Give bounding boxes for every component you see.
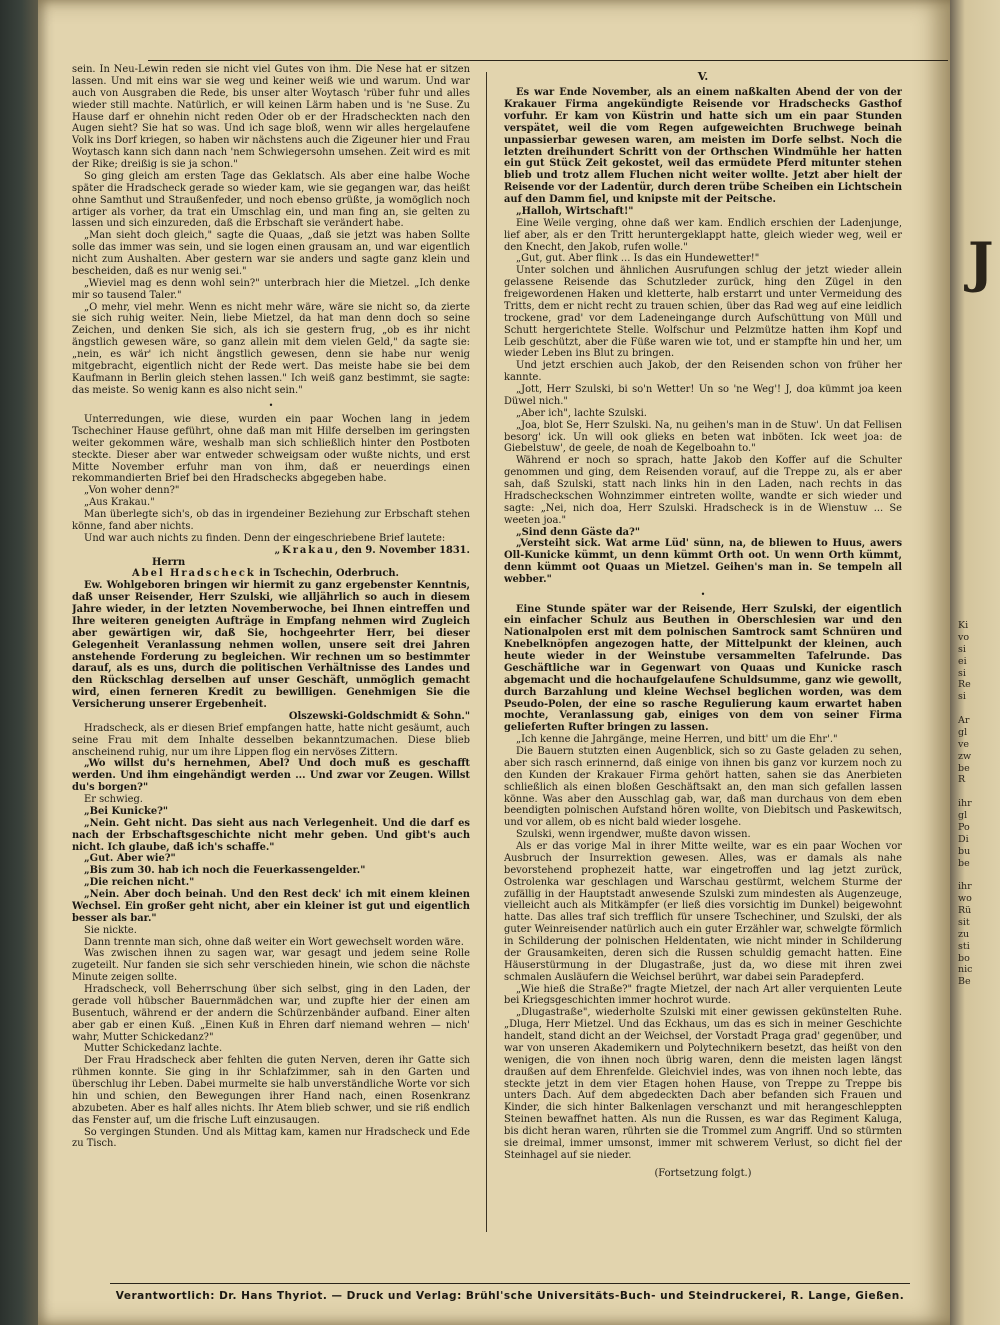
next-page-fragments: Ki vo si ei si Re si Ar gl ve zw be R ihr gl Po Di bu be ihr wo Rü sit zu sti bo nic Be [958, 620, 973, 988]
left-column [72, 64, 470, 1234]
paragraph: „Nein. Geht nicht. Das sieht aus nach Verlegenheit. Und die darf es nach der Erbschaftsgeschichte nicht mehr geben. Und gibt's auch nicht. Ich glaube, daß ich's schaffe." [72, 817, 470, 853]
paragraph: „Man sieht doch gleich," sagte die Quaas, „daß sie jetzt was haben Sollte solle das immer was sein, und sie logen einen grausam an, und war eigentlich nicht zum Aushalten. Aber gestern war sie anders und sagte ganz klein und bescheiden, daß es nur wenig sei." [72, 230, 470, 277]
continuation-note: (Fortsetzung folgt.) [654, 1167, 752, 1179]
letter-body: Ew. Wohlgeboren bringen wir hiermit zu ganz ergebenster Kenntnis, daß unser Reisender, Herr Szulski, wie alljährlich so auch in diesem Jahre wieder, in der letzten Novemberwoche, bei Ihnen eintreffen und Ihre weiteren geneigten Aufträge in Empfang nehmen wird Zugleich aber gewärtigen wir, daß Sie, hochgeehrter Herr, bei dieser Gelegenheit Veranlassung nehmen wollen, unsere seit drei Jahren anstehende Forderung zu begleichen. Wir rechnen um so bestimmter darauf, als es uns, durch die politischen Verhältnisse des Landes und den Rückschlag derselben auf unser Geschäft, unmöglich gemacht wird, einen ferneren Kredit zu bewilligen. Genehmigen Sie die Versicherung unserer Ergebenheit. [72, 580, 470, 711]
section-separator: • [700, 589, 706, 599]
paragraph: „Halloh, Wirtschaft!" [516, 205, 634, 217]
paragraph: Als er das vorige Mal in ihrer Mitte weilte, war es ein paar Wochen vor Ausbruch der Insurrektion gewesen. Alles, was er damals als nahe bevorstehend prophezeit hatte, war eingetroffen und lag jetzt zurück, Ostrolenka war geschlagen und Warschau gestürmt, welchem Sturme der zufällig in der Hauptstadt anwesende Szulski zum mindesten als Augenzeuge, vielleicht auch als Mitkämpfer (er ließ dies vorsichtig im Dunkel) beigewohnt hatte. Das alles traf sich trefflich für unsere Tschechiner, und Szulski, der als guter Weinreisender natürlich auch ein guter Erzähler war, schwelgte förmlich in Schilderung der polnischen Heldentaten, wie nicht minder in Schilderung der Grausamkeiten, deren sich die Russen schuldig gemacht hatten. Eine Häuserstürmung in der Dlugastraße, just da, wo diese mit ihren zwei schmalen Ausläufern die Weichsel berührt, war dabei sein Paradepferd. [504, 841, 902, 983]
letter-salutation: Herrn [152, 556, 186, 568]
paragraph: „Aber ich", lachte Szulski. [516, 407, 647, 419]
paragraph: „Bei Kunicke?" [84, 805, 169, 817]
paragraph: Er schwieg. [84, 794, 143, 806]
letter-addressee-name: Abel Hradscheck [132, 568, 256, 580]
paragraph: „Von woher denn?" [84, 485, 180, 497]
paragraph: „Sind denn Gäste da?" [516, 526, 640, 538]
paragraph: „Dlugastraße", wiederholte Szulski mit einer gewissen gekünstelten Ruhe. „Dluga, Herr Mietzel. Und das Eckhaus, um das es sich in meiner Geschichte handelt, stand dicht an der Weichsel, der Vorstadt Praga grad' gegenüber, und war von unseren Akademikern und Polytechnikern besetzt, das heißt von den wenigen, die von ihnen noch übrig waren, denn die meisten lagen längst draußen auf dem Ehrenfelde. Gleichviel indes, was von ihnen noch lebte, das steckte jetzt in dem vier Etagen hohen Hause, von Treppe zu Treppe bis unters Dach. Auf dem abgedeckten Dach aber befanden sich Frauen und Kinder, die sich hinter Balkenlagen verschanzt und mit herangeschleppten Steinen bewaffnet hatten. Als nun die Russen, es war das Regiment Kaluga, bis dicht heran waren, rührten sie die Trommel zum Angriff. Und so stürmten sie dreimal, immer umsonst, immer mit schwerem Verlust, so dicht fiel der Steinhagel auf sie nieder. [504, 1007, 902, 1161]
section-separator: • [268, 400, 274, 410]
paragraph: „Bis zum 30. hab ich noch die Feuerkassengelder." [84, 865, 366, 877]
paragraph: Während er noch so sprach, hatte Jakob den Koffer auf die Schulter genommen und ging, dem Reisenden vorauf, auf die Treppe zu, als er aber sah, daß Szulski, statt nach links hin in den Laden, nach rechts in das Hradscheckschen Wohnzimmer eintreten wollte, wandte er sich wieder und sagte: „Nei, nich doa, Herr Szulski. Hradscheck is in de Wienstuw ... Se weeten joa." [504, 455, 902, 526]
paragraph: „Versteiht sick. Wat arme Lüd' sünn, na, de bliewen to Huus, awers Oll-Kunicke kümmt, un denn kümmt Orth oot. Un wenn Orth kümmt, denn kümmt oot Quaas un Mietzel. Geihen's man in. Se tempeln all webber." [504, 538, 902, 586]
imprint-footer: Verantwortlich: Dr. Hans Thyriot. — Druck und Verlag: Brühl'sche Universitäts-Buch- und Steindruckerei, R. Lange, Gießen. [115, 1290, 905, 1302]
letter-addressee-place: in Tschechin, Oderbruch. [255, 568, 399, 580]
section-numeral: V. [697, 70, 709, 83]
letter-addressee [72, 568, 470, 580]
paragraph: „Jott, Herr Szulski, bi so'n Wetter! Un so 'ne Weg'! J, doa kümmt joa keen Düwel nich." [504, 384, 902, 407]
paragraph: Mutter Schickedanz lachte. [84, 1043, 223, 1055]
column-divider [486, 72, 487, 1232]
bottom-rule [110, 1283, 910, 1284]
paragraph: Und war auch nichts zu finden. Denn der eingeschriebene Brief lautete: [84, 532, 446, 544]
paragraph: „Gut. Aber wie?" [84, 853, 176, 865]
paragraph: Unter solchen und ähnlichen Ausrufungen schlug der jetzt wieder allein gelassene Reisende das Schutzleder zurück, hing den Zügel in den freigewordenen Haken und kletterte, halb erstarrt und unter Vermeidung des Tritts, dem er nicht recht zu trauen schien, über das Rad weg auf eine leidlich trockene, grad' vor dem Ladeneingange durch Aufschüttung von Müll und Schutt hergerichtete Stelle. Wolfschur und Pelzmütze hatten ihm Kopf und Leib geschützt, aber die Füße waren wie tot, und er stampfte hin und her, um wieder Leben ins Blut zu bringen. [504, 265, 902, 360]
letter-date-rest: , den 9. November 1831. [334, 544, 470, 556]
paragraph: „Wieviel mag es denn wohl sein?" unterbrach hier die Mietzel. „Ich denke mir so tausend Taler." [72, 277, 470, 301]
paragraph: „Gut, gut. Aber flink ... Is das ein Hundewetter!" [516, 253, 760, 265]
paragraph: „Wie hieß die Straße?" fragte Mietzel, der nach Art aller verquienten Leute bei Kriegsgeschichten immer hochrot wurde. [504, 983, 902, 1007]
paragraph: Dann trennte man sich, ohne daß weiter ein Wort gewechselt worden wäre. [84, 936, 464, 948]
next-page-initial: J [968, 230, 994, 294]
paragraph: Es war Ende November, als an einem naßkalten Abend der von der Krakauer Firma angekündigte Reisende vor Hradschecks Gasthof vorfuhr. Er kam von Küstrin und hatte sich um ein paar Stunden verspätet, weil die vom Regen aufgeweichten Bruchwege beinah unpassierbar gewesen waren, am meisten im Dorfe selbst. Noch die letzten dreihundert Schritt von der Orthschen Windmühle her hatten ein gut Stück Zeit gekostet, weil das ermüdete Pferd mitunter stehen blieb und trotz allem Fluchen nicht weiter wollte. Jetzt aber hielt der Reisende vor der Ladentür, durch deren trübe Scheiben ein Lichtschein auf den Damm fiel, und knipste mit der Peitsche. [504, 87, 902, 206]
paragraph: Hradscheck, als er diesen Brief empfangen hatte, hatte nicht gesäumt, auch seine Frau mit dem Inhalte desselben bekanntzumachen. Diese blieb anscheinend ruhig, nur um ihre Lippen flog ein nervöses Zittern. [72, 722, 470, 758]
paragraph: Hradscheck, voll Beherrschung über sich selbst, ging in den Laden, der gerade voll hübscher Bauernmädchen war, und zupfte hier der einen am Busentuch, während er der andern die Schürzenbänder aufband. Einer alten aber gab er einen Kuß. „Einen Kuß in Ehren darf niemand wehren — nich' wahr, Mutter Schickedanz?" [72, 984, 470, 1043]
paragraph: Der Frau Hradscheck aber fehlten die guten Nerven, deren ihr Gatte sich rühmen konnte. Sie ging in ihr Schlafzimmer, sah in den Garten und überschlug ihr Leben. Dabei murmelte sie halb unverständliche Worte vor sich hin und schien, den Bewegungen ihrer Hand nach, einen Rosenkranz abzubeten. Aber es half alles nichts. Ihr Atem blieb schwer, und sie riß endlich das Fenster auf, um die frische Luft einzusaugen. [72, 1055, 470, 1126]
paragraph: „O mehr, viel mehr. Wenn es nicht mehr wäre, wäre sie nicht so, da zierte sie sich ruhig weiter. Nein, liebe Mietzel, da hat man denn doch so seine Zeichen, und denken Sie sich, als ich sie gestern frug, „ob es ihr nicht ängstlich gewesen wäre, so ganz allein mit dem vielen Geld," da sagte sie: „nein, es wär' ich nicht ängstlich gewesen, denn sie habe nur wenig mitgebracht, eigentlich nicht der Rede wert. Das meiste habe sie bei dem Kaufmann in Berlin gleich stehen lassen." Ich weiß ganz bestimmt, sie sagte: das meiste. So wenig kann es also nicht sein." [72, 301, 470, 396]
letter-date-place: „Krakau [274, 544, 335, 556]
paragraph: So vergingen Stunden. Und als Mittag kam, kamen nur Hradscheck und Ede zu Tisch. [72, 1126, 470, 1150]
paragraph: Szulski, wenn irgendwer, mußte davon wissen. [516, 829, 751, 841]
paragraph: „Nein. Aber doch beinah. Und den Rest deck' ich mit einem kleinen Wechsel. Ein großer geht nicht, aber ein kleiner ist gut und eigentlich besser als bar." [72, 889, 470, 924]
paragraph: „Aus Krakau." [84, 497, 155, 509]
paragraph: „Ich kenne die Jahrgänge, meine Herren, und bitt' um die Ehr'." [516, 734, 838, 746]
next-page-edge [950, 0, 1000, 1325]
paragraph: „Die reichen nicht." [84, 877, 195, 889]
paragraph: „Wo willst du's hernehmen, Abel? Und doch muß es geschafft werden. Und ihm eingehändigt werden ... Und zwar vor Zeugen. Willst du's borgen?" [72, 758, 470, 794]
paragraph: Und jetzt erschien auch Jakob, der den Reisenden schon von früher her kannte. [504, 360, 902, 384]
paragraph: sein. In Neu-Lewin reden sie nicht viel Gutes von ihm. Die Nese hat er sitzen lassen. Und mit eins war sie weg und keiner weiß wie und warum. Und war auch von Ausgraben die Rede, bis unser alter Woytasch 'rüber fuhr und alles wieder still machte. Natürlich, er will keinen Lärm haben und is 'ne Suse. Zu Hause darf er ohnehin nicht reden Oder ob er der Hradscheckten nach den Augen sieht? Sie hat so was. Und ich sage bloß, wenn wir alles hergelaufene Volk ins Dorf kriegen, so haben wir nächstens auch die Zigeuner hier und Frau Woytasch kann sich dann nach 'nem Schwiegersohn umsehen. Zeit wird es mit der Rike; dreißig is sie ja schon." [72, 64, 470, 170]
paragraph: So ging gleich am ersten Tage das Geklatsch. Als aber eine halbe Woche später die Hradscheck gerade so wieder kam, wie sie gegangen war, das heißt ohne Samthut und Straußenfeder, und noch ebenso grüßte, ja womöglich noch artiger als vorher, da trat ein Umschlag ein, und man fing an, sie gelten zu lassen und sich einzureden, daß die Erbschaft sie verändert habe. [72, 170, 470, 230]
letter-date [72, 545, 470, 557]
letter-signature: Olszewski-Goldschmidt & Sohn." [288, 710, 470, 722]
paragraph: Unterredungen, wie diese, wurden ein paar Wochen lang in jedem Tschechiner Hause geführt, ohne daß man mit Hilfe derselben im geringsten weiter gekommen wäre, weshalb man sich schließlich hinter den Postboten steckte. Dieser aber war entweder schweigsam oder wußte nichts, und erst Mitte November erfuhr man von ihm, daß er neuerdings einen rekommandierten Brief bei den Hradschecks abgegeben habe. [72, 414, 470, 485]
paragraph: Man überlegte sich's, ob das in irgendeiner Beziehung zur Erbschaft stehen könne, fand aber nichts. [72, 509, 470, 532]
paragraph: Eine Stunde später war der Reisende, Herr Szulski, der eigentlich ein einfacher Schulz aus Beuthen in Oberschlesien war und den Nationalpolen erst mit dem polnischen Samtrock samt Schnüren und Knebelknöpfen angezogen hatte, der Mittelpunkt der kleinen, auch heute wieder in der Weinstube versammelten Tafelrunde. Das Geschäftliche war in Gegenwart von Quaas und Kunicke rasch abgemacht und die hochaufgelaufene Schuldsumme, ganz wie gewollt, durch Barzahlung und kleine Wechsel beglichen worden, was dem Pseudo-Polen, der eine so rasche Regulierung kaum erwartet haben mochte, Veranlassung gab, einiges von dem von seiner Firma gelieferten Rufter bringen zu lassen. [504, 603, 902, 734]
paragraph: „Joa, blot Se, Herr Szulski. Na, nu geihen's man in de Stuw'. Un dat Fellisen besorg' ick. Un will ook glieks en beten wat inböten. Ick weet joa: de Giebelstuw', de geele, de noah de Kegelboahn to." [504, 419, 902, 455]
book-spine [0, 0, 38, 1325]
top-rule [148, 60, 948, 61]
paragraph: Die Bauern stutzten einen Augenblick, sich so zu Gaste geladen zu sehen, aber sich rasch erinnernd, daß einige von ihnen bis ganz vor kurzem noch zu den Kunden der Krakauer Firma gehört hatten, sahen sie das Anerbieten schließlich als einen bloßen Geschäftsakt an, den man sich gefallen lassen könne. Was aber den Ausschlag gab, war, daß man durchaus von dem eben beendigten polnischen Aufstand hören wollte, von Diebitsch und Paskewitsch, und vor allem, ob es nicht bald wieder losgehe. [504, 746, 902, 829]
paragraph: Was zwischen ihnen zu sagen war, war gesagt und jedem seine Rolle zugeteilt. Nur fanden sie sich sehr verschieden hinein, wie schon die nächste Minute zeigen sollte. [72, 948, 470, 984]
paragraph: Sie nickte. [84, 924, 137, 936]
paragraph: Eine Weile verging, ohne daß wer kam. Endlich erschien der Ladenjunge, lief aber, als er den Tritt heruntergeklappt hatte, gleich wieder weg, weil er den Knecht, den Jakob, rufen wolle." [504, 217, 902, 253]
right-column [504, 64, 902, 1234]
